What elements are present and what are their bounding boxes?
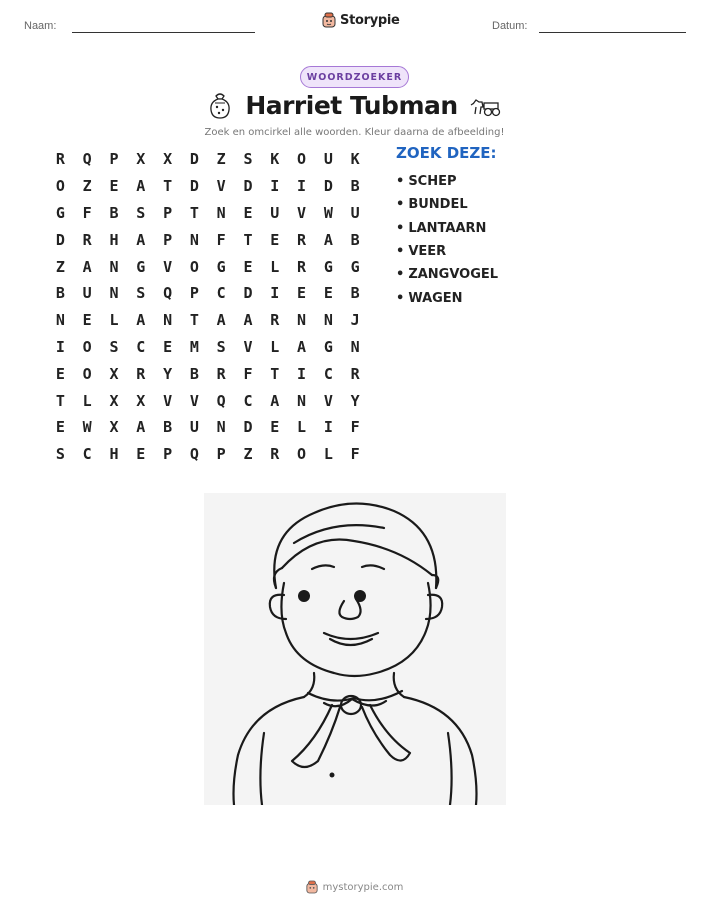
word-text: WAGEN xyxy=(408,290,463,306)
grid-letter[interactable]: I xyxy=(297,364,307,383)
grid-letter[interactable]: E xyxy=(163,337,173,356)
grid-letter[interactable]: G xyxy=(216,257,226,276)
grid-letter[interactable]: A xyxy=(216,311,226,330)
word-list-item xyxy=(396,286,498,309)
grid-letter[interactable]: A xyxy=(136,418,146,437)
grid-letter[interactable]: V xyxy=(297,203,307,222)
grid-letter[interactable]: C xyxy=(82,445,92,464)
grid-letter[interactable]: P xyxy=(189,284,199,303)
grid-letter[interactable]: E xyxy=(243,257,253,276)
grid-letter[interactable]: V xyxy=(163,391,173,410)
grid-letter[interactable]: A xyxy=(297,337,307,356)
grid-row xyxy=(47,173,369,200)
word-list-item xyxy=(396,193,498,216)
grid-letter[interactable]: G xyxy=(350,257,360,276)
grid-letter[interactable]: P xyxy=(109,150,119,169)
footer-url[interactable]: mystorypie.com xyxy=(322,881,404,893)
grid-letter[interactable]: O xyxy=(297,150,307,169)
grid-letter[interactable]: O xyxy=(55,177,65,196)
worksheet-type-badge: WOORDZOEKER xyxy=(300,66,409,88)
grid-letter[interactable]: B xyxy=(55,284,65,303)
grid-letter[interactable]: D xyxy=(189,150,199,169)
grid-letter[interactable]: O xyxy=(189,257,199,276)
grid-letter[interactable]: C xyxy=(136,337,146,356)
grid-letter[interactable]: L xyxy=(323,445,333,464)
word-text: BUNDEL xyxy=(408,197,468,213)
grid-letter[interactable]: U xyxy=(82,284,92,303)
grid-letter[interactable]: L xyxy=(109,311,119,330)
coloring-illustration[interactable] xyxy=(204,493,506,805)
grid-letter[interactable]: A xyxy=(136,311,146,330)
grid-letter[interactable]: C xyxy=(323,364,333,383)
grid-letter[interactable]: A xyxy=(136,230,146,249)
grid-letter[interactable]: Y xyxy=(350,391,360,410)
grid-letter[interactable]: D xyxy=(323,177,333,196)
grid-letter[interactable]: E xyxy=(82,311,92,330)
grid-letter[interactable]: X xyxy=(136,391,146,410)
bundle-icon xyxy=(207,92,233,120)
grid-letter[interactable]: K xyxy=(350,150,360,169)
grid-letter[interactable]: O xyxy=(82,364,92,383)
title-row xyxy=(0,91,709,120)
grid-letter[interactable]: P xyxy=(163,230,173,249)
grid-letter[interactable]: V xyxy=(216,177,226,196)
grid-row xyxy=(47,414,369,441)
word-text: SCHEP xyxy=(408,174,457,190)
grid-letter[interactable]: F xyxy=(350,445,360,464)
grid-letter[interactable]: A xyxy=(323,230,333,249)
grid-letter[interactable]: I xyxy=(297,177,307,196)
grid-letter[interactable]: G xyxy=(55,203,65,222)
grid-letter[interactable]: V xyxy=(163,257,173,276)
grid-letter[interactable]: N xyxy=(109,284,119,303)
word-list-item xyxy=(396,217,498,240)
grid-letter[interactable]: N xyxy=(350,337,360,356)
grid-letter[interactable]: N xyxy=(216,418,226,437)
grid-row xyxy=(47,307,369,334)
grid-row xyxy=(47,360,369,387)
grid-letter[interactable]: I xyxy=(270,177,280,196)
brand xyxy=(322,12,400,28)
grid-letter[interactable]: Z xyxy=(82,177,92,196)
grid-letter[interactable]: R xyxy=(136,364,146,383)
grid-letter[interactable]: F xyxy=(82,203,92,222)
grid-letter[interactable]: Y xyxy=(163,364,173,383)
brand-name: Storypie xyxy=(340,12,400,28)
grid-letter[interactable]: R xyxy=(216,364,226,383)
grid-letter[interactable]: U xyxy=(189,418,199,437)
grid-letter[interactable]: C xyxy=(216,284,226,303)
grid-letter[interactable]: O xyxy=(297,445,307,464)
grid-letter[interactable]: I xyxy=(55,337,65,356)
horse-cart-icon xyxy=(470,94,502,118)
grid-letter[interactable]: L xyxy=(297,418,307,437)
grid-letter[interactable]: D xyxy=(243,177,253,196)
grid-letter[interactable]: G xyxy=(323,257,333,276)
name-line[interactable] xyxy=(72,32,255,33)
grid-letter[interactable]: S xyxy=(216,337,226,356)
grid-letter[interactable]: P xyxy=(216,445,226,464)
grid-letter[interactable]: B xyxy=(109,203,119,222)
storypie-footer-logo-icon xyxy=(306,880,318,894)
grid-letter[interactable]: I xyxy=(270,284,280,303)
grid-letter[interactable]: E xyxy=(55,418,65,437)
date-label: Datum: xyxy=(492,20,528,32)
grid-letter[interactable]: E xyxy=(55,364,65,383)
grid-letter[interactable]: L xyxy=(270,337,280,356)
grid-row xyxy=(47,441,369,468)
grid-letter[interactable]: A xyxy=(270,391,280,410)
grid-letter[interactable]: J xyxy=(350,311,360,330)
grid-letter[interactable]: E xyxy=(109,177,119,196)
grid-letter[interactable]: T xyxy=(55,391,65,410)
grid-row xyxy=(47,146,369,173)
grid-letter[interactable]: G xyxy=(323,337,333,356)
grid-letter[interactable]: S xyxy=(136,203,146,222)
grid-letter[interactable]: S xyxy=(109,337,119,356)
grid-letter[interactable]: T xyxy=(189,311,199,330)
grid-letter[interactable]: N xyxy=(163,311,173,330)
grid-letter[interactable]: Q xyxy=(216,391,226,410)
grid-letter[interactable]: I xyxy=(323,418,333,437)
grid-row xyxy=(47,226,369,253)
grid-letter[interactable]: B xyxy=(350,177,360,196)
grid-letter[interactable]: A xyxy=(243,311,253,330)
grid-letter[interactable]: S xyxy=(55,445,65,464)
name-label: Naam: xyxy=(24,20,57,32)
date-line[interactable] xyxy=(539,32,686,33)
bullet: • xyxy=(396,244,405,260)
grid-letter[interactable]: L xyxy=(270,257,280,276)
grid-letter[interactable]: Z xyxy=(216,150,226,169)
grid-letter[interactable]: N xyxy=(109,257,119,276)
grid-letter[interactable]: U xyxy=(323,150,333,169)
grid-row xyxy=(47,387,369,414)
grid-letter[interactable]: C xyxy=(243,391,253,410)
grid-letter[interactable]: H xyxy=(109,445,119,464)
grid-row xyxy=(47,280,369,307)
instructions: Zoek en omcirkel alle woorden. Kleur daarna de afbeelding! xyxy=(204,127,505,138)
word-search-grid xyxy=(47,146,369,468)
grid-letter[interactable]: G xyxy=(136,257,146,276)
grid-letter[interactable]: B xyxy=(163,418,173,437)
grid-letter[interactable]: S xyxy=(243,150,253,169)
grid-letter[interactable]: Q xyxy=(163,284,173,303)
grid-letter[interactable]: D xyxy=(55,230,65,249)
word-list-item xyxy=(396,170,498,193)
grid-letter[interactable]: D xyxy=(243,284,253,303)
grid-letter[interactable]: B xyxy=(189,364,199,383)
grid-letter[interactable]: E xyxy=(323,284,333,303)
grid-letter[interactable]: R xyxy=(270,445,280,464)
grid-letter[interactable]: H xyxy=(109,230,119,249)
harriet-tubman-coloring-illustration xyxy=(204,493,506,805)
grid-letter[interactable]: N xyxy=(297,311,307,330)
grid-letter[interactable]: U xyxy=(270,203,280,222)
grid-letter[interactable]: R xyxy=(82,230,92,249)
grid-letter[interactable]: A xyxy=(136,177,146,196)
storypie-logo-icon xyxy=(322,12,336,28)
word-list xyxy=(396,170,498,310)
grid-letter[interactable]: F xyxy=(243,364,253,383)
grid-letter[interactable]: T xyxy=(270,364,280,383)
bullet: • xyxy=(396,290,405,306)
grid-letter[interactable]: R xyxy=(270,311,280,330)
grid-letter[interactable]: E xyxy=(270,418,280,437)
grid-letter[interactable]: W xyxy=(323,203,333,222)
grid-letter[interactable]: P xyxy=(163,445,173,464)
grid-letter[interactable]: B xyxy=(350,284,360,303)
grid-letter[interactable]: V xyxy=(189,391,199,410)
grid-letter[interactable]: R xyxy=(297,257,307,276)
grid-letter[interactable]: R xyxy=(297,230,307,249)
grid-letter[interactable]: L xyxy=(82,391,92,410)
grid-letter[interactable]: A xyxy=(82,257,92,276)
bullet: • xyxy=(396,220,405,236)
grid-letter[interactable]: P xyxy=(163,203,173,222)
word-list-title: ZOEK DEZE: xyxy=(396,144,497,162)
grid-letter[interactable]: W xyxy=(82,418,92,437)
word-text: LANTAARN xyxy=(408,220,487,236)
word-text: VEER xyxy=(408,244,447,260)
bullet: • xyxy=(396,174,405,190)
bullet: • xyxy=(396,197,405,213)
grid-letter[interactable]: R xyxy=(55,150,65,169)
grid-letter[interactable]: B xyxy=(350,230,360,249)
grid-letter[interactable]: N xyxy=(323,311,333,330)
grid-letter[interactable]: U xyxy=(350,203,360,222)
grid-letter[interactable]: X xyxy=(163,150,173,169)
grid-letter[interactable]: S xyxy=(136,284,146,303)
grid-letter[interactable]: D xyxy=(243,418,253,437)
grid-letter[interactable]: K xyxy=(270,150,280,169)
grid-letter[interactable]: Z xyxy=(243,445,253,464)
grid-letter[interactable]: M xyxy=(189,337,199,356)
grid-letter[interactable]: O xyxy=(82,337,92,356)
grid-row xyxy=(47,334,369,361)
grid-letter[interactable]: N xyxy=(55,311,65,330)
grid-letter[interactable]: E xyxy=(136,445,146,464)
word-text: ZANGVOGEL xyxy=(408,267,499,283)
page-title: Harriet Tubman xyxy=(245,91,458,120)
bullet: • xyxy=(396,267,405,283)
word-list-item xyxy=(396,263,498,286)
grid-letter[interactable]: X xyxy=(109,364,119,383)
grid-letter[interactable]: Q xyxy=(189,445,199,464)
grid-letter[interactable]: R xyxy=(350,364,360,383)
grid-letter[interactable]: F xyxy=(216,230,226,249)
grid-letter[interactable]: E xyxy=(270,230,280,249)
grid-letter[interactable]: E xyxy=(297,284,307,303)
grid-letter[interactable]: E xyxy=(243,203,253,222)
grid-letter[interactable]: N xyxy=(216,203,226,222)
grid-row xyxy=(47,200,369,227)
grid-row xyxy=(47,253,369,280)
grid-letter[interactable]: T xyxy=(189,203,199,222)
footer xyxy=(0,880,709,894)
grid-letter[interactable]: T xyxy=(243,230,253,249)
grid-letter[interactable]: Z xyxy=(55,257,65,276)
grid-letter[interactable]: N xyxy=(189,230,199,249)
word-list-item xyxy=(396,240,498,263)
grid-letter[interactable]: V xyxy=(243,337,253,356)
grid-letter[interactable]: V xyxy=(323,391,333,410)
grid-letter[interactable]: Q xyxy=(82,150,92,169)
grid-letter[interactable]: N xyxy=(297,391,307,410)
grid-letter[interactable]: T xyxy=(163,177,173,196)
grid-letter[interactable]: X xyxy=(109,391,119,410)
grid-letter[interactable]: X xyxy=(109,418,119,437)
grid-letter[interactable]: X xyxy=(136,150,146,169)
grid-letter[interactable]: F xyxy=(350,418,360,437)
grid-letter[interactable]: D xyxy=(189,177,199,196)
